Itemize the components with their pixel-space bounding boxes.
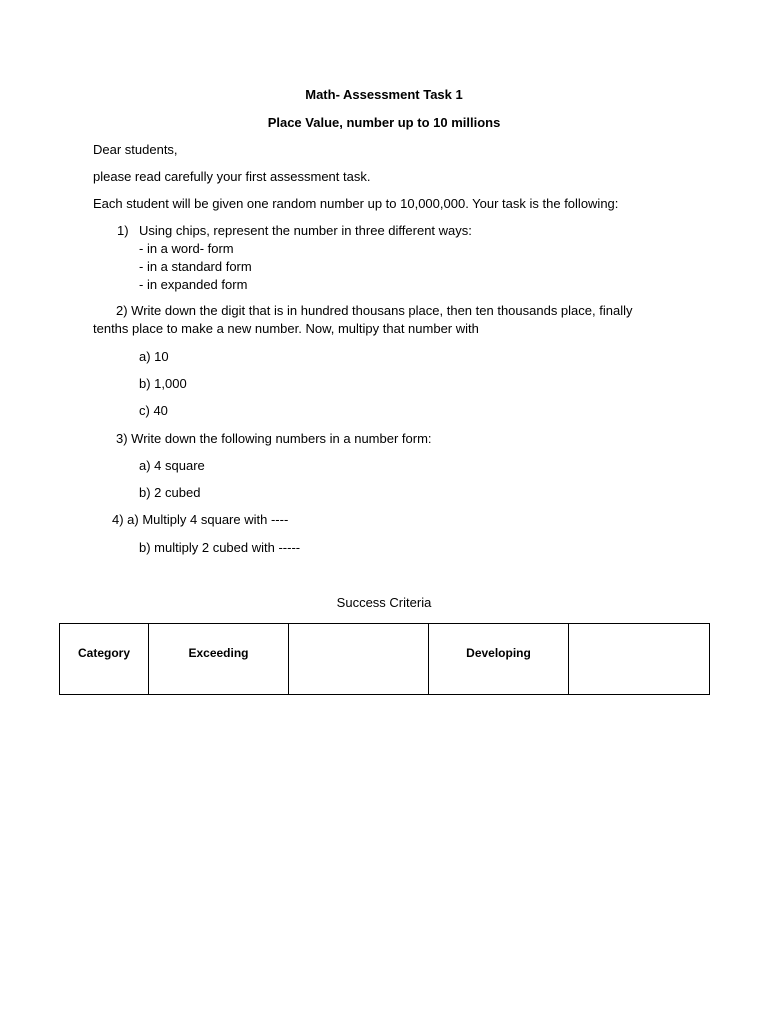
task3-text: 3) Write down the following numbers in a number form:: [116, 431, 432, 446]
task2-item: c) 40: [139, 403, 168, 418]
success-criteria-heading: Success Criteria: [336, 595, 432, 610]
table-header-cell-category: Category: [60, 624, 149, 695]
document-title: Math- Assessment Task 1: [305, 87, 463, 102]
task2-line1: 2) Write down the digit that is in hundred thousans place, then ten thousands place, finally: [116, 303, 633, 318]
table-header-cell-empty: [569, 624, 710, 695]
task2-line2: tenths place to make a new number. Now, multipy that number with: [93, 321, 479, 336]
table-header-cell-exceeding: Exceeding: [149, 624, 289, 695]
table-header-cell-developing: Developing: [429, 624, 569, 695]
success-criteria-table: [59, 623, 710, 695]
task1-item: - in a standard form: [139, 259, 252, 274]
greeting: Dear students,: [93, 142, 178, 157]
task1-item: - in expanded form: [139, 277, 248, 292]
task1-item: - in a word- form: [139, 241, 234, 256]
task4-text: 4) a) Multiply 4 square with ----: [112, 512, 289, 527]
task1-text: Using chips, represent the number in three different ways:: [139, 223, 472, 238]
task4-item: b) multiply 2 cubed with -----: [139, 540, 301, 555]
intro-text: please read carefully your first assessment task.: [93, 169, 371, 184]
table-header-row: [60, 624, 710, 695]
instruction-text: Each student will be given one random number up to 10,000,000. Your task is the following:: [93, 196, 619, 211]
task3-item: a) 4 square: [139, 458, 205, 473]
task1-number: 1): [117, 223, 129, 238]
task2-item: b) 1,000: [139, 376, 187, 391]
task2-item: a) 10: [139, 349, 169, 364]
task3-item: b) 2 cubed: [139, 485, 201, 500]
document-subtitle: Place Value, number up to 10 millions: [267, 115, 501, 130]
table-header-cell-empty: [289, 624, 429, 695]
